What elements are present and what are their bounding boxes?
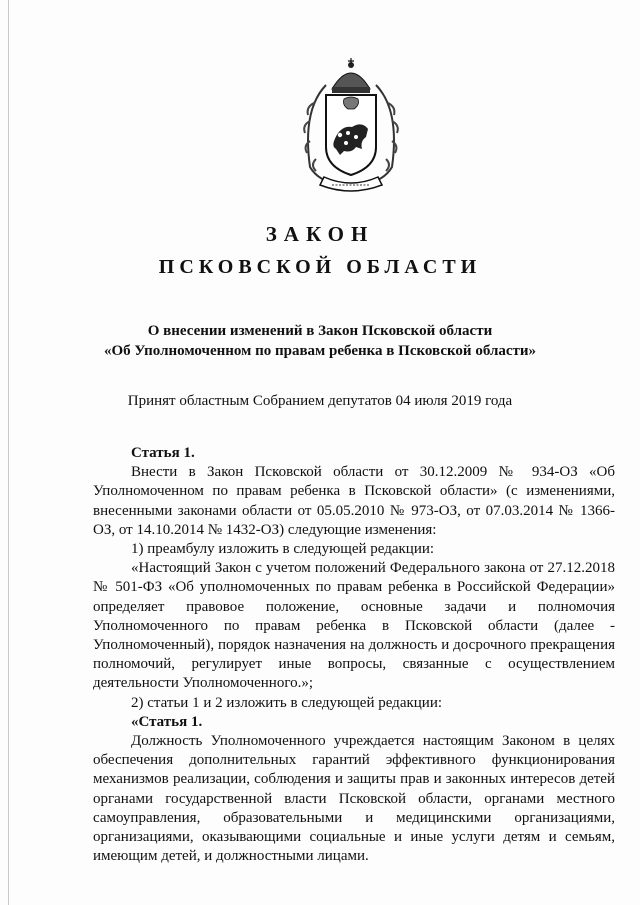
region-title: ПСКОВСКОЙ ОБЛАСТИ [158,256,482,278]
preamble-paragraph: «Настоящий Закон с учетом положений Федерального закона от 27.12.2018 № 501-ФЗ «Об уполномоченных по правам ребенка в Российской Федерации» определяет правовое положение, основные задачи и полномочия Уполномоченного по правам ребенка в Псковской области (далее - Уполномоченный), порядок назначения на должность и досрочного прекращения полномочий, регулирует иные вопросы, связанные с осуществлением деятельности Уполномоченного.»; [93,560,615,692]
document-type-title: ЗАКОН [265,222,375,246]
article-intro-paragraph: Внести в Закон Псковской области от 30.12.2009 № 934-ОЗ «Об Уполномоченном по правам ребенка в Псковской области» (с изменениями, внесенными законами области от 05.05.2010 № 973-ОЗ, от 07.03.2014 № 1366-ОЗ, от 14.10.2014 № 1432-ОЗ) следующие изменения: [93,464,615,538]
scan-edge-line [8,0,9,905]
adoption-note: Принят областным Собранием депутатов 04 июля 2019 года [127,393,513,409]
coat-of-arms-emblem [296,55,406,195]
law-subject [0,321,640,361]
article-heading: Статья 1. [131,445,195,461]
law-subject-line-2: «Об Уполномоченном по правам ребенка в Псковской области» [103,343,537,359]
amendment-item-1: 1) преамбулу изложить в следующей редакции: [131,541,435,558]
quoted-article-heading: «Статья 1. [131,713,203,730]
document-body [93,444,615,866]
amendment-item-2: 2) статьи 1 и 2 изложить в следующей редакции: [131,694,443,711]
law-subject-line-1: О внесении изменений в Закон Псковской области [147,323,493,339]
article-text-paragraph: Должность Уполномоченного учреждается настоящим Законом в целях обеспечения дополнительных гарантий эффективного функционирования механизмов реализации, соблюдения и защиты прав и законных интересов детей органами государственной власти Псковской области, органами местного самоуправления, образовательными и медицинскими организациями, организациями, оказывающими социальные и иные услуги детям и семьям, имеющим детей, и должностными лицами. [93,733,615,865]
